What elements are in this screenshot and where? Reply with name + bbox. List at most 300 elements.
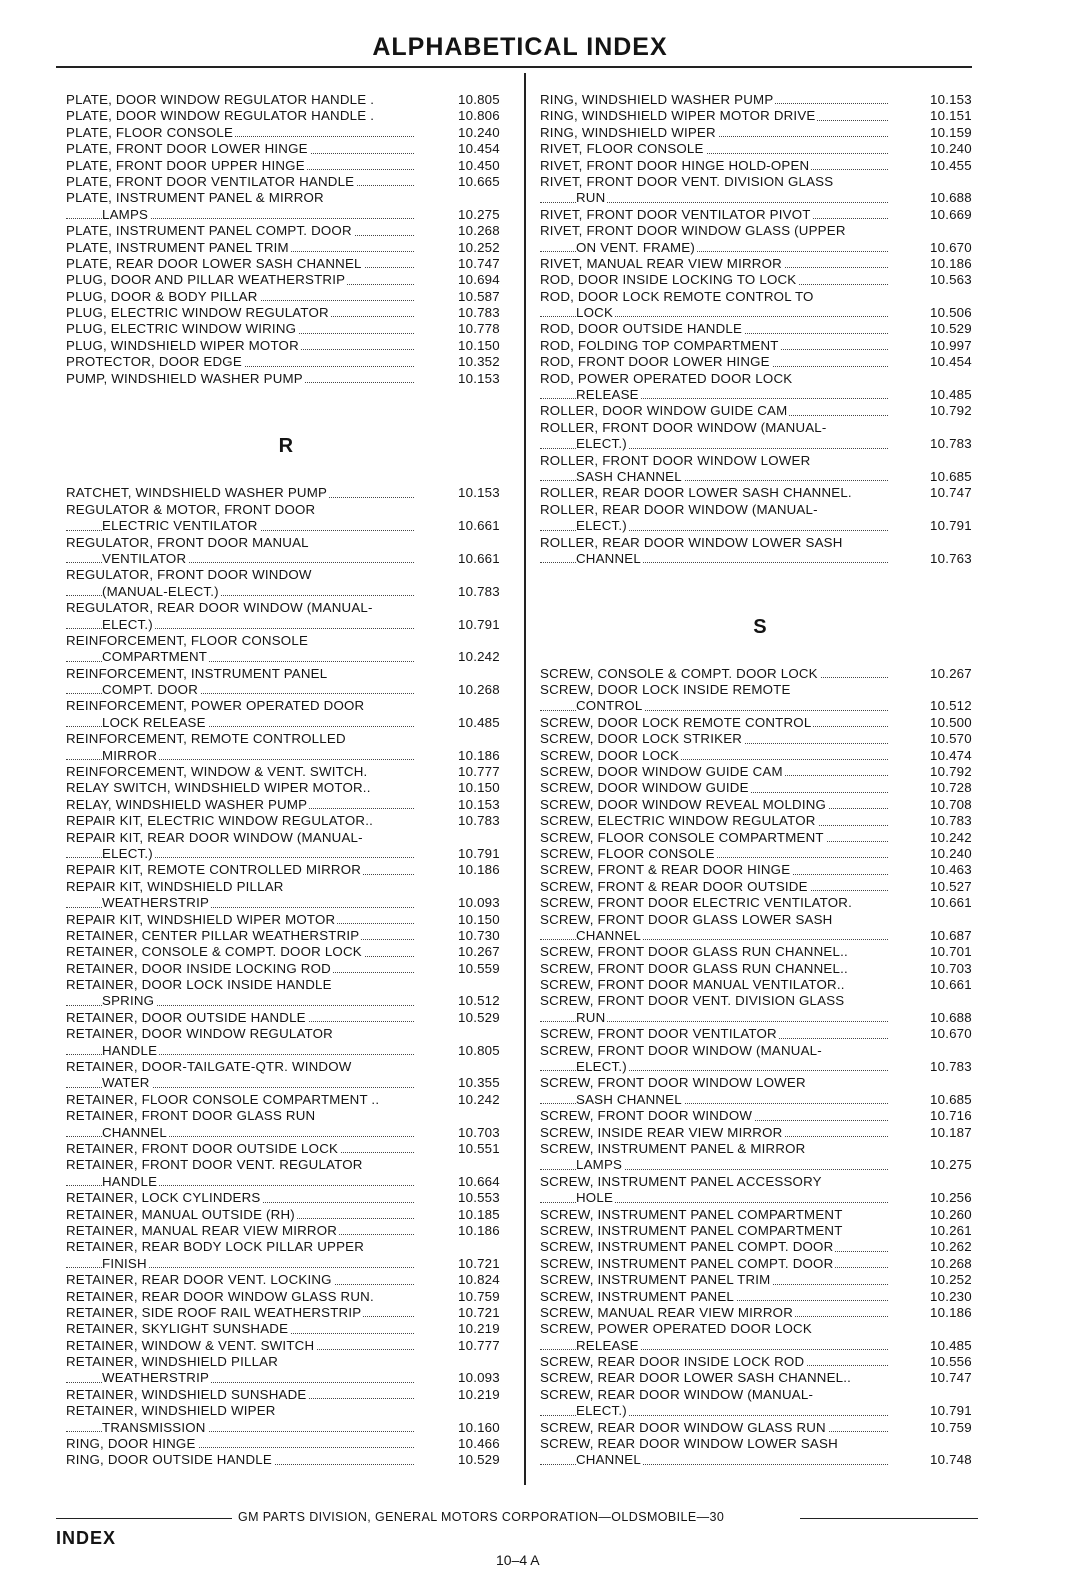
entry-page: 10.783	[930, 813, 972, 829]
entry-text: SCREW, INSTRUMENT PANEL COMPT. DOOR	[540, 1239, 834, 1255]
entry-text: RATCHET, WINDSHIELD WASHER PUMP	[66, 485, 328, 501]
entry-page: 10.792	[930, 764, 972, 780]
index-entry	[540, 354, 985, 370]
entry-page: 10.186	[458, 747, 500, 763]
index-entry-continuation	[540, 305, 985, 321]
entry-text: REINFORCEMENT, POWER OPERATED DOOR	[66, 698, 365, 714]
footer-rule-right	[800, 1518, 978, 1519]
index-entry-continuation	[540, 1157, 985, 1173]
entry-page: 10.824	[458, 1272, 500, 1288]
index-entry-continuation	[66, 748, 516, 764]
entry-page: 10.242	[458, 649, 500, 665]
entry-text: SASH CHANNEL	[576, 468, 682, 484]
index-entry	[540, 502, 985, 518]
entry-text: PLUG, ELECTRIC WINDOW REGULATOR	[66, 305, 329, 321]
entry-page: 10.553	[458, 1190, 500, 1206]
index-entry	[540, 1305, 985, 1321]
entry-text: REPAIR KIT, REMOTE CONTROLLED MIRROR	[66, 862, 362, 878]
index-column-right	[540, 92, 985, 1469]
index-entry	[66, 338, 516, 354]
index-entry-continuation	[66, 617, 516, 633]
entry-page: 10.185	[458, 1206, 500, 1222]
index-column-left	[66, 92, 516, 1469]
page-number: 10–4 A	[496, 1552, 540, 1568]
entry-page: 10.252	[930, 1272, 972, 1288]
spacer-row	[66, 469, 516, 485]
entry-page: 10.186	[458, 1222, 500, 1238]
entry-text: LOCK RELEASE	[102, 714, 206, 730]
index-entry-continuation	[540, 387, 985, 403]
index-entry	[66, 1387, 516, 1403]
entry-text: SCREW, FRONT DOOR WINDOW (MANUAL-	[540, 1042, 822, 1058]
entry-text: REGULATOR & MOTOR, FRONT DOOR	[66, 501, 316, 517]
index-entry	[540, 174, 985, 190]
entry-page: 10.160	[458, 1419, 500, 1435]
entry-text: SCREW, FRONT DOOR WINDOW	[540, 1108, 753, 1124]
index-entry	[66, 1141, 516, 1157]
index-entry-continuation	[66, 1420, 516, 1436]
entry-page: 10.186	[930, 255, 972, 271]
entry-text: RUN	[576, 1009, 606, 1025]
entry-text: SCREW, FRONT DOOR ELECTRIC VENTILATOR.	[540, 895, 852, 911]
entry-text: REPAIR KIT, WINDSHIELD PILLAR	[66, 878, 284, 894]
entry-page: 10.485	[458, 714, 500, 730]
entry-page: 10.759	[930, 1419, 972, 1435]
entry-page: 10.454	[930, 354, 972, 370]
entry-page: 10.763	[930, 550, 972, 566]
index-entry	[66, 633, 516, 649]
index-entry	[66, 1207, 516, 1223]
entry-text: ROLLER, FRONT DOOR WINDOW (MANUAL-	[540, 419, 827, 435]
index-entry	[66, 108, 516, 124]
index-entry	[540, 1108, 985, 1124]
index-entry	[540, 321, 985, 337]
entry-page: 10.661	[930, 895, 972, 911]
entry-text: RETAINER, MANUAL OUTSIDE (RH)	[66, 1206, 295, 1222]
entry-text: REPAIR KIT, ELECTRIC WINDOW REGULATOR..	[66, 813, 374, 829]
index-entry	[540, 666, 985, 682]
spacer-row	[540, 600, 985, 616]
index-entry-continuation	[66, 895, 516, 911]
entry-page: 10.450	[458, 157, 500, 173]
entry-text: RETAINER, DOOR OUTSIDE HANDLE	[66, 1009, 306, 1025]
entry-text: SCREW, INSTRUMENT PANEL	[540, 1288, 734, 1304]
entry-page: 10.783	[458, 305, 500, 321]
entry-text: LAMPS	[576, 1157, 623, 1173]
entry-text: ROD, DOOR OUTSIDE HANDLE	[540, 321, 743, 337]
entry-text: SCREW, INSTRUMENT PANEL TRIM	[540, 1272, 771, 1288]
index-entry	[66, 813, 516, 829]
entry-text: RIVET, FRONT DOOR VENT. DIVISION GLASS	[540, 173, 834, 189]
entry-text: COMPT. DOOR	[102, 682, 199, 698]
index-entry	[66, 1289, 516, 1305]
entry-text: (MANUAL-ELECT.)	[102, 583, 219, 599]
index-entry-continuation	[66, 1125, 516, 1141]
index-entry-continuation	[540, 698, 985, 714]
entry-text: RETAINER, WINDOW & VENT. SWITCH	[66, 1337, 315, 1353]
index-entry	[540, 1026, 985, 1042]
entry-page: 10.791	[458, 616, 500, 632]
index-entry	[66, 1452, 516, 1468]
entry-page: 10.186	[458, 862, 500, 878]
entry-page: 10.777	[458, 1337, 500, 1353]
title-rule	[56, 66, 972, 68]
entry-page: 10.703	[930, 960, 972, 976]
index-entry	[66, 289, 516, 305]
entry-text: PLATE, INSTRUMENT PANEL & MIRROR	[66, 190, 324, 206]
entry-page: 10.240	[930, 845, 972, 861]
index-entry-continuation	[66, 993, 516, 1009]
index-entry	[540, 1075, 985, 1091]
entry-text: SCREW, CONSOLE & COMPT. DOOR LOCK	[540, 665, 818, 681]
entry-page: 10.728	[930, 780, 972, 796]
index-entry	[66, 321, 516, 337]
index-entry	[540, 1420, 985, 1436]
index-entry-continuation	[66, 584, 516, 600]
index-entry	[540, 879, 985, 895]
entry-text: SCREW, INSTRUMENT PANEL COMPARTMENT	[540, 1206, 843, 1222]
entry-text: SCREW, FRONT DOOR WINDOW LOWER	[540, 1075, 806, 1091]
entry-text: RIVET, FRONT DOOR WINDOW GLASS (UPPER	[540, 223, 846, 239]
index-entry	[540, 338, 985, 354]
entry-text: PLATE, INSTRUMENT PANEL TRIM	[66, 239, 289, 255]
entry-page: 10.997	[930, 337, 972, 353]
entry-text: PLUG, DOOR AND PILLAR WEATHERSTRIP	[66, 272, 346, 288]
index-entry	[66, 731, 516, 747]
index-entry	[540, 1354, 985, 1370]
index-entry	[66, 240, 516, 256]
entry-page: 10.721	[458, 1255, 500, 1271]
index-entry	[66, 502, 516, 518]
index-entry	[66, 371, 516, 387]
index-entry-continuation	[540, 1338, 985, 1354]
entry-page: 10.275	[458, 206, 500, 222]
entry-page: 10.219	[458, 1321, 500, 1337]
index-entry	[540, 682, 985, 698]
entry-text: LAMPS	[102, 206, 149, 222]
entry-text: CONTROL	[576, 698, 643, 714]
entry-page: 10.687	[930, 927, 972, 943]
entry-text: CHANNEL	[576, 1452, 641, 1468]
entry-page: 10.805	[458, 1042, 500, 1058]
entry-page: 10.701	[930, 944, 972, 960]
entry-page: 10.159	[930, 124, 972, 140]
index-entry	[540, 223, 985, 239]
index-entry	[66, 567, 516, 583]
index-entry	[540, 1207, 985, 1223]
entry-text: CHANNEL	[576, 550, 641, 566]
index-entry-continuation	[540, 928, 985, 944]
entry-page: 10.685	[930, 468, 972, 484]
index-entry-continuation	[540, 551, 985, 567]
entry-page: 10.252	[458, 239, 500, 255]
entry-text: SCREW, DOOR LOCK	[540, 747, 680, 763]
index-entry	[540, 830, 985, 846]
entry-text: RETAINER, DOOR INSIDE LOCKING ROD	[66, 960, 331, 976]
entry-page: 10.151	[930, 108, 972, 124]
entry-page: 10.150	[458, 337, 500, 353]
entry-text: REGULATOR, REAR DOOR WINDOW (MANUAL-	[66, 600, 373, 616]
entry-text: RETAINER, FRONT DOOR GLASS RUN	[66, 1108, 316, 1124]
index-entry	[540, 535, 985, 551]
entry-text: ELECTRIC VENTILATOR	[102, 518, 258, 534]
entry-page: 10.688	[930, 1009, 972, 1025]
entry-text: ELECT.)	[102, 616, 153, 632]
entry-page: 10.805	[458, 92, 500, 107]
entry-page: 10.268	[458, 682, 500, 698]
index-entry-continuation	[540, 240, 985, 256]
entry-text: RIVET, FRONT DOOR HINGE HOLD-OPEN	[540, 157, 810, 173]
entry-page: 10.664	[458, 1173, 500, 1189]
index-entry	[540, 748, 985, 764]
entry-text: ROLLER, REAR DOOR WINDOW LOWER SASH	[540, 534, 843, 550]
spacer-row	[66, 387, 516, 403]
index-entry	[66, 354, 516, 370]
index-entry	[66, 535, 516, 551]
index-entry	[540, 1174, 985, 1190]
index-entry	[66, 158, 516, 174]
entry-text: REINFORCEMENT, WINDOW & VENT. SWITCH.	[66, 764, 368, 780]
index-entry	[66, 928, 516, 944]
index-entry	[66, 1305, 516, 1321]
entry-text: PUMP, WINDSHIELD WASHER PUMP	[66, 370, 303, 386]
entry-text: PLATE, FRONT DOOR VENTILATOR HANDLE	[66, 173, 355, 189]
index-entry	[540, 993, 985, 1009]
index-entry	[540, 1141, 985, 1157]
footer-credit: GM PARTS DIVISION, GENERAL MOTORS CORPORATION—OLDSMOBILE—30	[238, 1510, 725, 1524]
index-entry	[540, 1289, 985, 1305]
section-label: INDEX	[56, 1528, 117, 1548]
index-entry	[540, 715, 985, 731]
index-entry	[540, 125, 985, 141]
index-entry	[66, 1157, 516, 1173]
entry-text: RETAINER, WINDSHIELD SUNSHADE	[66, 1386, 307, 1402]
entry-text: SCREW, POWER OPERATED DOOR LOCK	[540, 1321, 812, 1337]
entry-page: 10.242	[930, 829, 972, 845]
entry-text: WEATHERSTRIP	[102, 895, 210, 911]
entry-text: RETAINER, FRONT DOOR VENT. REGULATOR	[66, 1157, 363, 1173]
index-entry	[540, 92, 985, 108]
spacer-row	[540, 567, 985, 583]
index-entry	[540, 780, 985, 796]
entry-text: RETAINER, DOOR-TAILGATE-QTR. WINDOW	[66, 1059, 352, 1075]
entry-text: SCREW, FRONT DOOR MANUAL VENTILATOR..	[540, 977, 845, 993]
index-entry	[66, 797, 516, 813]
entry-text: RETAINER, REAR DOOR WINDOW GLASS RUN.	[66, 1288, 374, 1304]
entry-page: 10.721	[458, 1304, 500, 1320]
entry-page: 10.260	[930, 1206, 972, 1222]
entry-text: RING, WINDSHIELD WASHER PUMP	[540, 92, 774, 107]
entry-text: SCREW, INSIDE REAR VIEW MIRROR	[540, 1124, 783, 1140]
index-entry	[540, 1239, 985, 1255]
entry-page: 10.777	[458, 764, 500, 780]
index-entry-continuation	[66, 518, 516, 534]
index-entry	[66, 485, 516, 501]
index-entry	[540, 912, 985, 928]
entry-text: RIVET, FLOOR CONSOLE	[540, 141, 704, 157]
entry-text: PLUG, DOOR & BODY PILLAR	[66, 288, 258, 304]
entry-text: PLUG, WINDSHIELD WIPER MOTOR	[66, 337, 299, 353]
entry-text: CHANNEL	[576, 927, 641, 943]
index-entry-continuation	[66, 682, 516, 698]
entry-text: PLATE, REAR DOOR LOWER SASH CHANNEL	[66, 255, 362, 271]
index-entry	[66, 1239, 516, 1255]
index-entry	[66, 1223, 516, 1239]
entry-page: 10.093	[458, 1370, 500, 1386]
index-entry-continuation	[66, 1075, 516, 1091]
index-entry	[540, 895, 985, 911]
entry-page: 10.527	[930, 878, 972, 894]
spacer-row	[540, 584, 985, 600]
entry-text: RIVET, MANUAL REAR VIEW MIRROR	[540, 255, 782, 271]
entry-text: ROLLER, REAR DOOR WINDOW (MANUAL-	[540, 501, 818, 517]
entry-page: 10.153	[930, 92, 972, 107]
entry-text: RING, WINDSHIELD WIPER	[540, 124, 716, 140]
entry-text: RETAINER, DOOR LOCK INSIDE HANDLE	[66, 977, 332, 993]
index-entry	[66, 830, 516, 846]
entry-text: RETAINER, REAR DOOR VENT. LOCKING	[66, 1272, 332, 1288]
entry-page: 10.570	[930, 731, 972, 747]
index-entry	[66, 912, 516, 928]
index-entry	[540, 961, 985, 977]
entry-page: 10.352	[458, 354, 500, 370]
entry-text: RETAINER, WINDSHIELD PILLAR	[66, 1354, 279, 1370]
entry-page: 10.783	[458, 813, 500, 829]
index-entry	[66, 764, 516, 780]
index-entry	[540, 420, 985, 436]
entry-text: SCREW, DOOR WINDOW GUIDE	[540, 780, 749, 796]
entry-text: SCREW, INSTRUMENT PANEL COMPARTMENT	[540, 1222, 843, 1238]
entry-page: 10.694	[458, 272, 500, 288]
entry-page: 10.268	[930, 1255, 972, 1271]
entry-text: HANDLE	[102, 1042, 158, 1058]
index-entry	[540, 108, 985, 124]
index-entry	[540, 1321, 985, 1337]
entry-page: 10.661	[458, 550, 500, 566]
entry-page: 10.792	[930, 403, 972, 419]
index-entry	[540, 289, 985, 305]
letter-heading: R	[278, 435, 294, 458]
entry-text: RETAINER, FLOOR CONSOLE COMPARTMENT ..	[66, 1091, 380, 1107]
index-entry	[540, 846, 985, 862]
entry-text: RETAINER, FRONT DOOR OUTSIDE LOCK	[66, 1141, 339, 1156]
entry-text: SCREW, DOOR LOCK STRIKER	[540, 731, 743, 747]
entry-text: RIVET, FRONT DOOR VENTILATOR PIVOT	[540, 206, 811, 222]
entry-text: VENTILATOR	[102, 550, 187, 566]
entry-page: 10.559	[458, 960, 500, 976]
index-entry-continuation	[66, 649, 516, 665]
entry-page: 10.791	[458, 845, 500, 861]
entry-page: 10.093	[458, 895, 500, 911]
entry-text: REGULATOR, FRONT DOOR WINDOW	[66, 567, 312, 583]
index-entry	[66, 1338, 516, 1354]
entry-text: ELECT.)	[576, 1403, 627, 1419]
entry-page: 10.665	[458, 173, 500, 189]
letter-heading: S	[753, 615, 767, 638]
index-entry	[66, 1436, 516, 1452]
entry-page: 10.230	[930, 1288, 972, 1304]
index-entry	[540, 1436, 985, 1452]
index-entry	[540, 813, 985, 829]
index-entry	[540, 944, 985, 960]
entry-page: 10.454	[458, 141, 500, 157]
index-entry-continuation	[540, 1092, 985, 1108]
index-entry	[66, 1354, 516, 1370]
entry-text: PLATE, DOOR WINDOW REGULATOR HANDLE .	[66, 108, 375, 124]
entry-text: ELECT.)	[576, 436, 627, 452]
entry-text: CHANNEL	[102, 1124, 167, 1140]
entry-page: 10.783	[930, 436, 972, 452]
entry-text: PLATE, INSTRUMENT PANEL COMPT. DOOR	[66, 223, 352, 239]
entry-page: 10.747	[930, 485, 972, 501]
entry-page: 10.661	[458, 518, 500, 534]
index-entry	[540, 371, 985, 387]
entry-page: 10.150	[458, 780, 500, 796]
entry-page: 10.219	[458, 1386, 500, 1402]
index-entry	[540, 1125, 985, 1141]
entry-page: 10.506	[930, 305, 972, 321]
entry-page: 10.556	[930, 1354, 972, 1370]
index-entry	[66, 125, 516, 141]
index-entry	[66, 698, 516, 714]
entry-page: 10.242	[458, 1091, 500, 1107]
entry-text: REGULATOR, FRONT DOOR MANUAL	[66, 534, 309, 550]
entry-text: SCREW, REAR DOOR WINDOW (MANUAL-	[540, 1386, 814, 1402]
index-entry	[540, 731, 985, 747]
entry-page: 10.716	[930, 1108, 972, 1124]
index-entry	[540, 256, 985, 272]
entry-text: SCREW, ELECTRIC WINDOW REGULATOR	[540, 813, 816, 829]
entry-text: ELECT.)	[102, 845, 153, 861]
index-entry-continuation	[540, 518, 985, 534]
index-entry-continuation	[540, 1059, 985, 1075]
entry-text: HOLE	[576, 1190, 614, 1206]
entry-page: 10.783	[930, 1059, 972, 1075]
spacer-row	[540, 649, 985, 665]
index-entry	[66, 1403, 516, 1419]
index-entry	[66, 961, 516, 977]
entry-text: PLATE, FRONT DOOR LOWER HINGE	[66, 141, 308, 157]
entry-text: RELAY, WINDSHIELD WASHER PUMP	[66, 796, 308, 812]
entry-page: 10.587	[458, 288, 500, 304]
index-entry-continuation	[540, 436, 985, 452]
index-entry	[540, 272, 985, 288]
entry-text: PLATE, DOOR WINDOW REGULATOR HANDLE .	[66, 92, 375, 107]
index-entry	[66, 223, 516, 239]
entry-text: FINISH	[102, 1255, 147, 1271]
index-entry	[66, 780, 516, 796]
index-entry	[540, 485, 985, 501]
spacer-row	[66, 420, 516, 436]
entry-page: 10.708	[930, 796, 972, 812]
entry-page: 10.267	[930, 665, 972, 681]
entry-text: RELEASE	[576, 387, 639, 403]
entry-page: 10.778	[458, 321, 500, 337]
index-entry	[540, 158, 985, 174]
entry-text: SCREW, FRONT DOOR VENTILATOR	[540, 1026, 777, 1042]
index-entry	[66, 862, 516, 878]
entry-page: 10.466	[458, 1436, 500, 1452]
entry-text: RING, DOOR HINGE	[66, 1436, 196, 1452]
entry-page: 10.670	[930, 239, 972, 255]
entry-page: 10.703	[458, 1124, 500, 1140]
entry-text: ELECT.)	[576, 518, 627, 534]
index-entry	[66, 666, 516, 682]
index-entry	[540, 977, 985, 993]
index-entry	[66, 256, 516, 272]
index-entry	[540, 1223, 985, 1239]
entry-text: REPAIR KIT, WINDSHIELD WIPER MOTOR	[66, 911, 336, 927]
